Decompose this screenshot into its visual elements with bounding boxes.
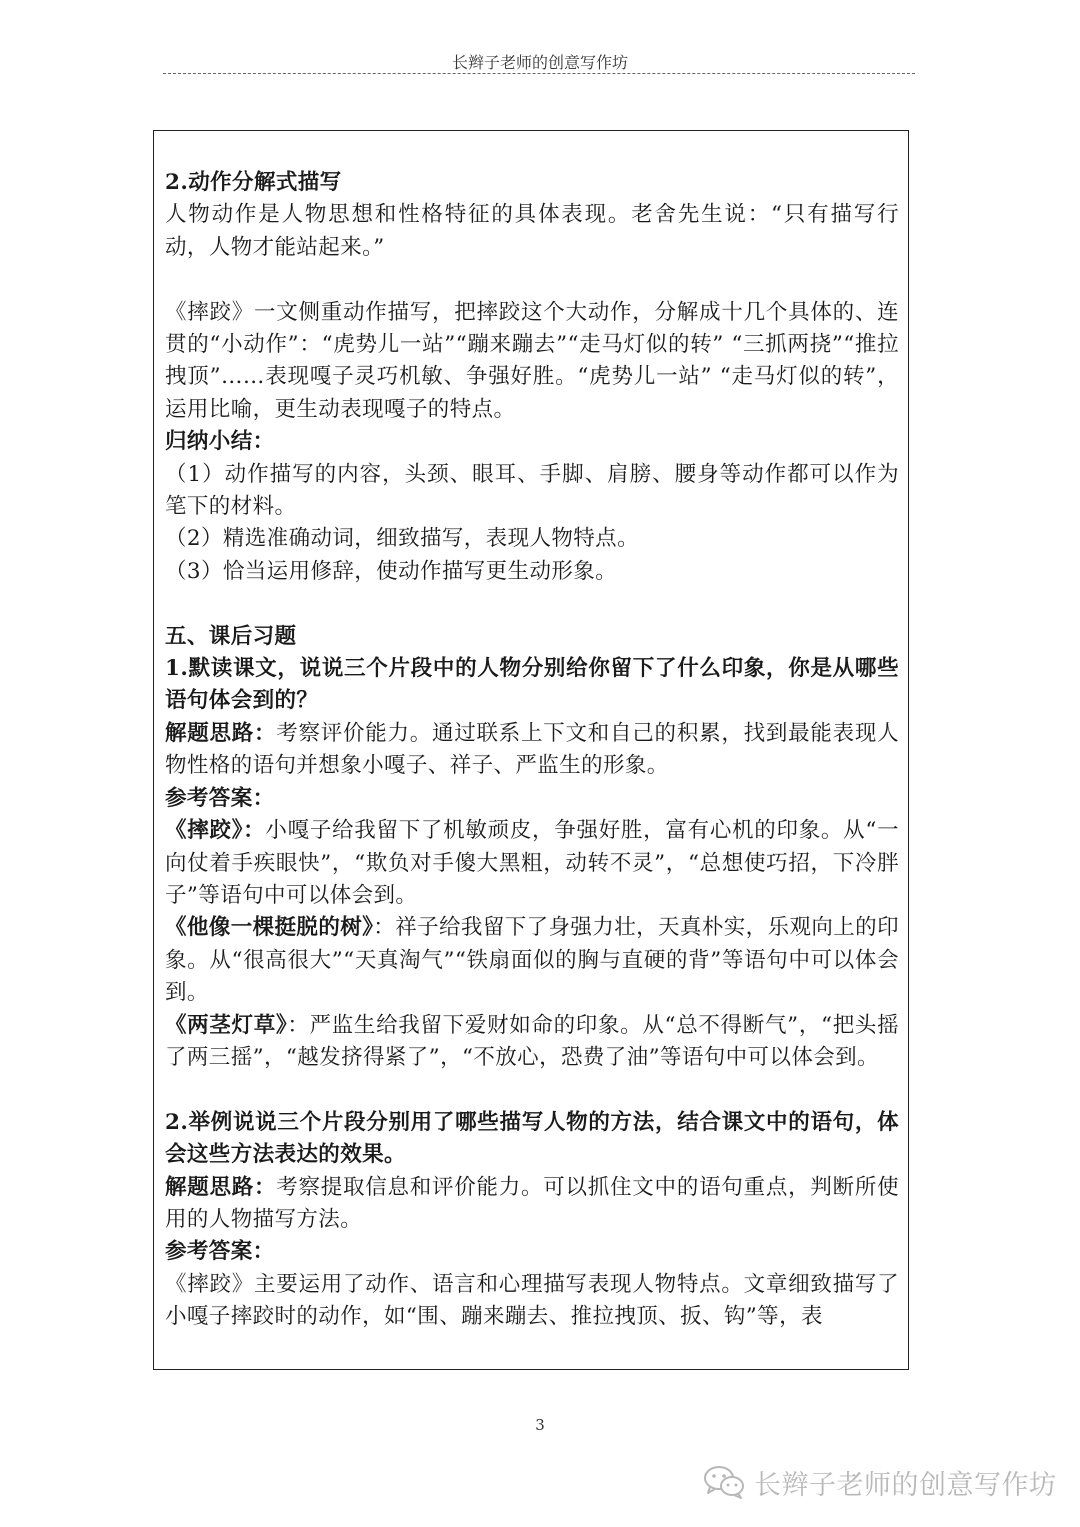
q2-answer-label: 参考答案： [165,1239,275,1265]
question-1: 1.默读课文，说说三个片段中的人物分别给你留下了什么印象，你是从哪些语句体会到的？ [165,656,899,714]
answer-sep: ： [243,818,266,844]
header-title: 长辫子老师的创意写作坊 [451,53,628,72]
thinking-label: 解题思路： [165,720,277,746]
answer-text: 严监生给我留下爱财如命的印象。从“总不得断气”，“把头摇了两三摇”，“越发挤得紧了”，“不放心，恐费了油”等语句中可以体会到。 [165,1012,899,1070]
answer-text: 祥子给我留下了身强力壮，天真朴实，乐观向上的印象。从“很高很大”“天真淘气”“铁扇面似的胸与直硬的背”等语句中可以体会到。 [165,915,899,1006]
summary-label: 归纳小结： [165,429,275,455]
exercises-heading: 五、课后习题 [165,623,297,649]
wechat-icon [702,1464,746,1500]
section-heading-action: 2.动作分解式描写 [165,170,342,195]
watermark [702,1462,1057,1502]
summary-item: （2）精选准确动词，细致描写，表现人物特点。 [165,526,639,552]
section-example: 《摔跤》一文侧重动作描写，把摔跤这个大动作，分解成十几个具体的、连贯的“小动作”：“虎势儿一站”“蹦来蹦去”“走马灯似的转” “三抓两挠”“推拉拽顶”……表现嘎子灵巧机敏、争强好胜。“虎势儿一站” “走马灯似的转”，运用比喻，更生动表现嘎子的特点。 [165,299,899,422]
answer-text: 小嘎子给我留下了机敏顽皮，争强好胜，富有心机的印象。从“一向仗着手疾眼快”，“欺负对手傻大黑粗，动转不灵”，“总想使巧招，下冷胖子”等语句中可以体会到。 [165,818,899,908]
thinking-label: 解题思路： [165,1174,277,1200]
summary-item: （1）动作描写的内容，头颈、眼耳、手脚、肩膀、腰身等动作都可以作为笔下的材料。 [165,461,899,520]
section-intro: 人物动作是人物思想和性格特征的具体表现。老舍先生说：“只有描写行动，人物才能站起来。” [165,202,899,260]
q1-thinking [165,718,899,783]
answer-paragraph [165,1269,899,1334]
question-2: 2.举例说说三个片段分别用了哪些描写人物的方法，结合课文中的语句，体会这些方法表达的效果。 [165,1109,899,1168]
answer-text: 主要运用了动作、语言和心理描写表现人物特点。文章细致描写了小嘎子摔跤时的动作，如“围、蹦来蹦去、推拉拽顶、扳、钩”等，表 [165,1271,899,1330]
q2-thinking [165,1172,899,1237]
answer-title: 《摔跤》 [165,818,244,844]
summary-item: （3）恰当运用修辞，使动作描写更生动形象。 [165,558,618,584]
thinking-text: 考察提取信息和评价能力。可以抓住文中的语句重点，判断所使用的人物描写方法。 [165,1174,899,1232]
q1-answer-label: 参考答案： [165,785,275,811]
answer-paragraph [165,1010,899,1075]
header-divider [163,73,915,74]
page-number: 3 [535,1416,545,1434]
answer-paragraph [165,912,899,1009]
content-box [153,130,909,1370]
thinking-text: 考察评价能力。通过联系上下文和自己的积累，找到最能表现人物性格的语句并想象小嘎子、祥子、严监生的形象。 [165,720,899,779]
answer-title: 《两茎灯草》 [165,1012,288,1038]
answer-sep: ： [373,915,396,941]
answer-sep: ： [287,1012,310,1038]
content-body [165,167,899,1334]
answer-title: 《他像一棵挺脱的树》 [165,915,374,941]
answer-paragraph [165,815,899,912]
answer-title: 《摔跤》 [165,1271,255,1297]
watermark-text: 长辫子老师的创意写作坊 [754,1469,1057,1501]
